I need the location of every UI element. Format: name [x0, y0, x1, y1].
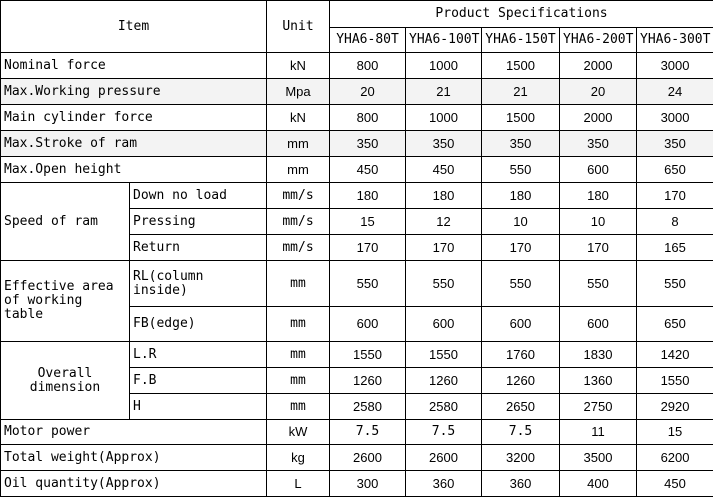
value-cell: 15 — [637, 420, 713, 445]
model-header: YHA6-200T — [560, 28, 637, 53]
table-row — [1, 342, 713, 368]
row-label: Total weight(Approx) — [1, 445, 267, 471]
value-cell: 450 — [637, 471, 713, 497]
value-cell: 170 — [330, 235, 406, 261]
value-cell: 7.5 — [482, 420, 560, 445]
model-header: YHA6-80T — [330, 28, 406, 53]
sub-row-label: L.R — [130, 342, 267, 368]
value-cell: 350 — [406, 131, 482, 157]
product-specifications-header: Product Specifications — [330, 1, 713, 28]
value-cell: 10 — [560, 209, 637, 235]
row-label: Max.Open height — [1, 157, 267, 183]
value-cell: 350 — [637, 131, 713, 157]
value-cell: 800 — [330, 53, 406, 79]
sub-row-label-line: RL(column — [133, 268, 204, 284]
value-cell: 1260 — [330, 368, 406, 394]
value-cell: 180 — [406, 183, 482, 209]
model-header: YHA6-300T — [637, 28, 713, 53]
value-cell: 2000 — [560, 53, 637, 79]
value-cell: 1260 — [406, 368, 482, 394]
value-cell: 550 — [560, 261, 637, 307]
value-cell: 450 — [330, 157, 406, 183]
table-row — [1, 445, 713, 471]
value-cell: 6200 — [637, 445, 713, 471]
group-label-effective-area — [1, 261, 130, 342]
sub-row-label-line: inside) — [133, 282, 188, 298]
unit-cell: mm/s — [267, 209, 330, 235]
unit-cell: kW — [267, 420, 330, 445]
value-cell: 300 — [330, 471, 406, 497]
value-cell: 1500 — [482, 53, 560, 79]
unit-cell: mm — [267, 307, 330, 342]
value-cell: 2000 — [560, 105, 637, 131]
value-cell: 20 — [330, 79, 406, 105]
row-label: Nominal force — [1, 53, 267, 79]
value-cell: 3500 — [560, 445, 637, 471]
unit-cell: mm — [267, 131, 330, 157]
unit-cell: mm/s — [267, 235, 330, 261]
value-cell: 600 — [330, 307, 406, 342]
value-cell: 2580 — [406, 394, 482, 420]
unit-cell: kg — [267, 445, 330, 471]
value-cell: 12 — [406, 209, 482, 235]
value-cell: 21 — [406, 79, 482, 105]
value-cell: 650 — [637, 157, 713, 183]
value-cell: 21 — [482, 79, 560, 105]
item-header: Item — [1, 1, 267, 53]
value-cell: 3200 — [482, 445, 560, 471]
model-header: YHA6-150T — [482, 28, 560, 53]
table-row — [1, 53, 713, 79]
model-header: YHA6-100T — [406, 28, 482, 53]
table-row — [1, 420, 713, 445]
value-cell: 11 — [560, 420, 637, 445]
value-cell: 550 — [482, 261, 560, 307]
value-cell: 550 — [330, 261, 406, 307]
value-cell: 550 — [482, 157, 560, 183]
value-cell: 1000 — [406, 105, 482, 131]
row-label: Main cylinder force — [1, 105, 267, 131]
value-cell: 10 — [482, 209, 560, 235]
value-cell: 2600 — [330, 445, 406, 471]
value-cell: 360 — [406, 471, 482, 497]
unit-cell: Mpa — [267, 79, 330, 105]
unit-cell: mm — [267, 394, 330, 420]
table-row — [1, 471, 713, 497]
value-cell: 180 — [560, 183, 637, 209]
value-cell: 165 — [637, 235, 713, 261]
value-cell: 600 — [482, 307, 560, 342]
value-cell: 1550 — [330, 342, 406, 368]
value-cell: 600 — [560, 307, 637, 342]
sub-row-label: Pressing — [130, 209, 267, 235]
sub-row-label: Return — [130, 235, 267, 261]
value-cell: 170 — [406, 235, 482, 261]
table-row — [1, 105, 713, 131]
value-cell: 20 — [560, 79, 637, 105]
value-cell: 1000 — [406, 53, 482, 79]
value-cell: 180 — [482, 183, 560, 209]
value-cell: 550 — [637, 261, 713, 307]
group-label-line: table — [4, 307, 44, 322]
sub-row-label: FB(edge) — [130, 307, 267, 342]
value-cell: 1550 — [406, 342, 482, 368]
value-cell: 180 — [330, 183, 406, 209]
value-cell: 15 — [330, 209, 406, 235]
table-row — [1, 79, 713, 105]
row-label: Max.Stroke of ram — [1, 131, 267, 157]
group-label-overall-dimension — [1, 342, 130, 420]
value-cell: 2650 — [482, 394, 560, 420]
value-cell: 350 — [330, 131, 406, 157]
value-cell: 1830 — [560, 342, 637, 368]
group-label-line: dimension — [29, 379, 101, 395]
value-cell: 550 — [406, 261, 482, 307]
value-cell: 360 — [482, 471, 560, 497]
unit-header: Unit — [267, 1, 330, 53]
header-row — [1, 1, 713, 28]
unit-cell: mm — [267, 368, 330, 394]
value-cell: 24 — [637, 79, 713, 105]
value-cell: 350 — [482, 131, 560, 157]
value-cell: 3000 — [637, 53, 713, 79]
value-cell: 170 — [560, 235, 637, 261]
value-cell: 3000 — [637, 105, 713, 131]
value-cell: 600 — [560, 157, 637, 183]
group-label-speed-of-ram: Speed of ram — [1, 183, 130, 261]
sub-row-label: F.B — [130, 368, 267, 394]
unit-cell: mm — [267, 342, 330, 368]
table-row — [1, 183, 713, 209]
value-cell: 2580 — [330, 394, 406, 420]
value-cell: 800 — [330, 105, 406, 131]
table-row — [1, 157, 713, 183]
unit-cell: mm/s — [267, 183, 330, 209]
unit-cell: kN — [267, 105, 330, 131]
value-cell: 170 — [637, 183, 713, 209]
row-label: Motor power — [1, 420, 267, 445]
value-cell: 170 — [482, 235, 560, 261]
table-row — [1, 261, 713, 307]
value-cell: 1550 — [637, 368, 713, 394]
value-cell: 2750 — [560, 394, 637, 420]
group-label-line: of working — [4, 293, 83, 308]
row-label: Oil quantity(Approx) — [1, 471, 267, 497]
group-label-line: Effective area — [4, 279, 114, 294]
value-cell: 2920 — [637, 394, 713, 420]
value-cell: 2600 — [406, 445, 482, 471]
sub-row-label — [130, 261, 267, 307]
value-cell: 350 — [560, 131, 637, 157]
sub-row-label: Down no load — [130, 183, 267, 209]
value-cell: 7.5 — [406, 420, 482, 445]
value-cell: 400 — [560, 471, 637, 497]
unit-cell: kN — [267, 53, 330, 79]
group-label-line: Overall — [37, 365, 93, 381]
unit-cell: mm — [267, 157, 330, 183]
table-row — [1, 131, 713, 157]
unit-cell: L — [267, 471, 330, 497]
value-cell: 1360 — [560, 368, 637, 394]
value-cell: 8 — [637, 209, 713, 235]
unit-cell: mm — [267, 261, 330, 307]
value-cell: 7.5 — [330, 420, 406, 445]
value-cell: 1760 — [482, 342, 560, 368]
value-cell: 1420 — [637, 342, 713, 368]
value-cell: 600 — [406, 307, 482, 342]
value-cell: 450 — [406, 157, 482, 183]
value-cell: 1500 — [482, 105, 560, 131]
value-cell: 1260 — [482, 368, 560, 394]
value-cell: 650 — [637, 307, 713, 342]
sub-row-label: H — [130, 394, 267, 420]
row-label: Max.Working pressure — [1, 79, 267, 105]
